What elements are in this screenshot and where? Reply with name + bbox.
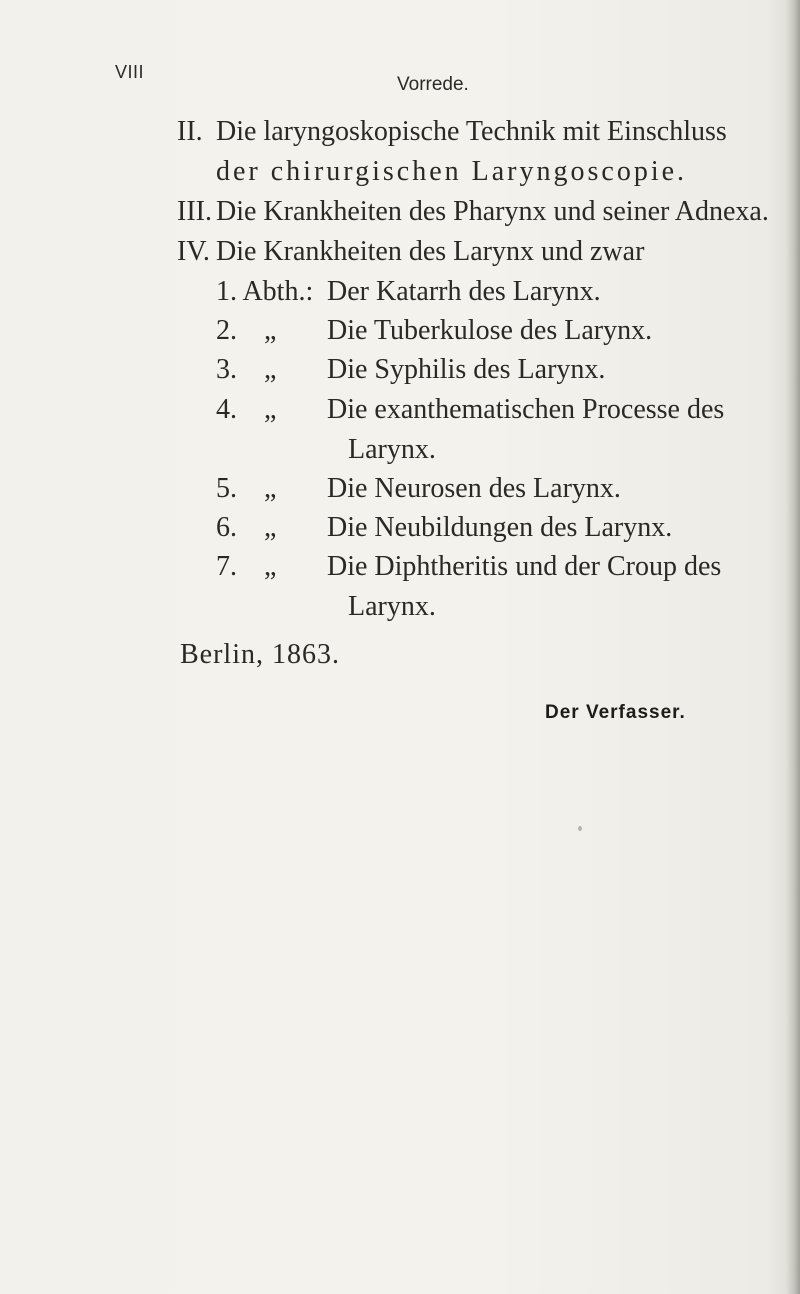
subsection-7-line-2: Larynx. xyxy=(348,591,436,622)
subsection-4-line-1: Die exanthematischen Processe des xyxy=(327,394,725,425)
section-numeral-iii: III. xyxy=(177,196,212,227)
page-number: VIII xyxy=(115,62,145,82)
place-date: Berlin, 1863. xyxy=(180,639,340,670)
page-edge-shadow xyxy=(786,0,800,1294)
section-iii-line-1: Die Krankheiten des Pharynx und seiner Adnexa. xyxy=(216,196,769,227)
subsection-3-line-1: Die Syphilis des Larynx. xyxy=(327,354,606,385)
paper-speck xyxy=(578,826,582,831)
ditto-mark: „ xyxy=(264,394,277,425)
section-iv-line-1: Die Krankheiten des Larynx und zwar xyxy=(216,236,645,267)
subsection-label-1: 1. Abth.: xyxy=(216,276,314,307)
signature: Der Verfasser. xyxy=(545,702,686,723)
ditto-mark: „ xyxy=(264,473,277,504)
subsection-6-line-1: Die Neubildungen des Larynx. xyxy=(327,512,673,543)
subsection-4-line-2: Larynx. xyxy=(348,434,436,465)
ditto-mark: „ xyxy=(264,551,277,582)
page-header xyxy=(0,62,800,95)
subsection-7-line-1: Die Diphtheritis und der Croup des xyxy=(327,551,722,582)
running-head: Vorrede. xyxy=(397,74,469,95)
subsection-label-6: 6. xyxy=(216,512,237,543)
ditto-mark: „ xyxy=(264,354,277,385)
ditto-mark: „ xyxy=(264,512,277,543)
subsection-1-line-1: Der Katarrh des Larynx. xyxy=(327,276,601,307)
ditto-mark: „ xyxy=(264,315,277,346)
section-numeral-ii: II. xyxy=(177,116,203,147)
subsection-label-4: 4. xyxy=(216,394,237,425)
subsection-label-2: 2. xyxy=(216,315,237,346)
subsection-label-5: 5. xyxy=(216,473,237,504)
section-numeral-iv: IV. xyxy=(177,236,210,267)
subsection-label-7: 7. xyxy=(216,551,237,582)
subsection-2-line-1: Die Tuberkulose des Larynx. xyxy=(327,315,653,346)
subsection-label-3: 3. xyxy=(216,354,237,385)
section-ii-line-1: Die laryngoskopische Technik mit Einschluss xyxy=(216,116,727,147)
section-ii-line-2: der chirurgischen Laryngoscopie. xyxy=(216,156,688,187)
subsection-5-line-1: Die Neurosen des Larynx. xyxy=(327,473,621,504)
